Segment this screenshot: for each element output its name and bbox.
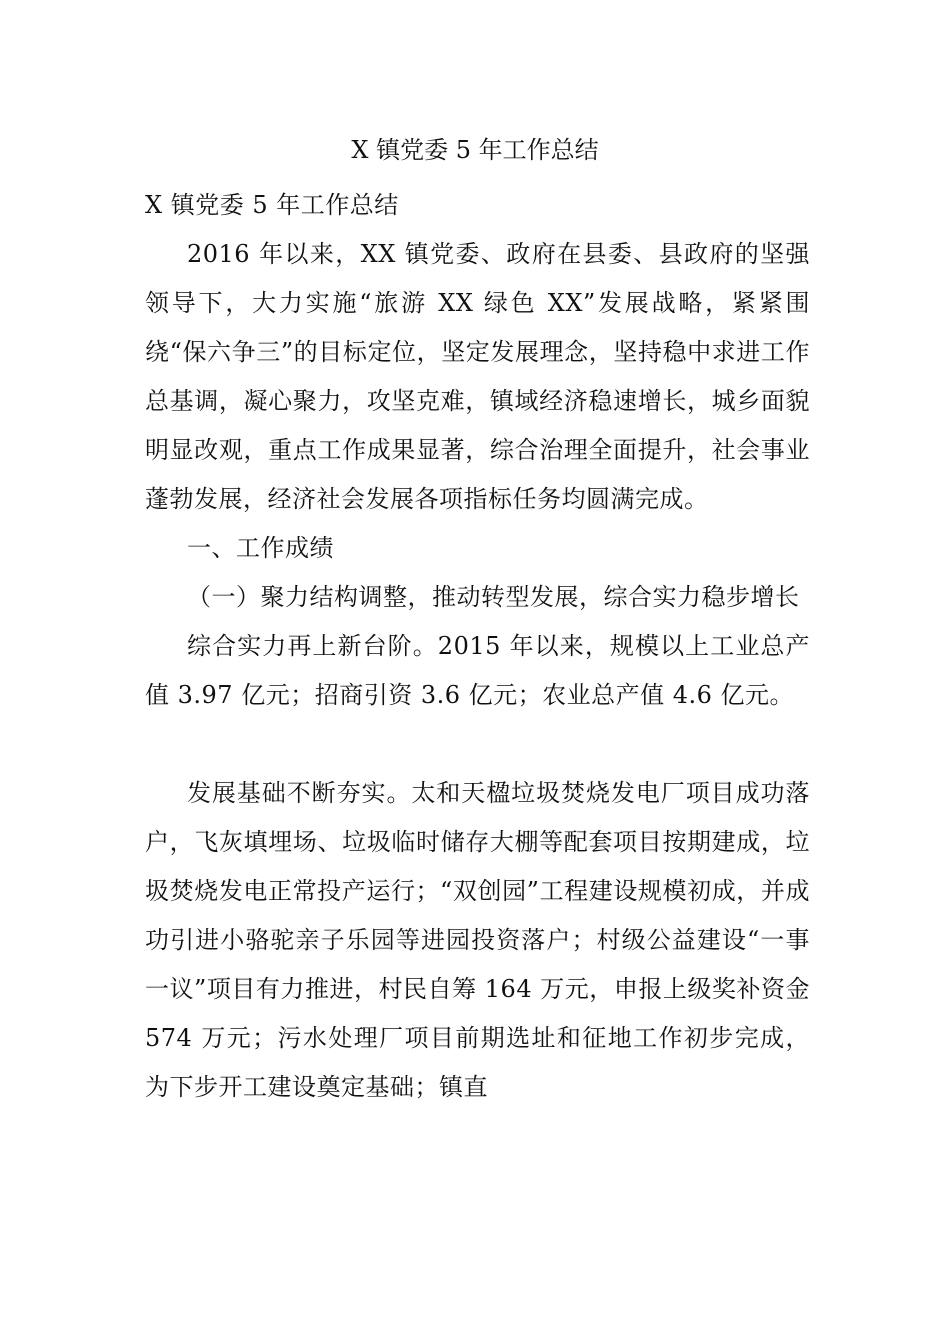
subsection-heading: （一）聚力结构调整，推动转型发展，综合实力稳步增长	[187, 583, 800, 611]
intro-paragraph: 2016 年以来，XX 镇党委、政府在县委、县政府的坚强领导下，大力实施“旅游 XX 绿色 XX”发展战略，紧紧围绕“保六争三”的目标定位，坚定发展理念，坚持稳中求进工作总基调，凝心聚力，攻坚克难，镇域经济稳速增长，城乡面貌明显改观，重点工作成果显著，综合治理全面提升，社会事业蓬勃发展，经济社会发展各项指标任务均圆满完成。	[145, 240, 810, 513]
paragraph-gap	[145, 720, 810, 769]
subtitle-paragraph: X 镇党委 5 年工作总结	[145, 191, 399, 219]
document-body	[145, 181, 810, 1112]
section-heading: 一、工作成绩	[187, 534, 334, 562]
strength-paragraph: 综合实力再上新台阶。2015 年以来，规模以上工业总产值 3.97 亿元；招商引资 3.6 亿元；农业总产值 4.6 亿元。	[145, 632, 810, 709]
document-title: X 镇党委 5 年工作总结	[351, 136, 599, 164]
foundation-paragraph: 发展基础不断夯实。太和天楹垃圾焚烧发电厂项目成功落户，飞灰填埋场、垃圾临时储存大棚等配套项目按期建成，垃圾焚烧发电正常投产运行；“双创园”工程建设规模初成，并成功引进小骆驼亲子乐园等进园投资落户；村级公益建设“一事一议”项目有力推进，村民自筹 164 万元，申报上级奖补资金 574 万元；污水处理厂项目前期选址和征地工作初步完成，为下步开工建设奠定基础；镇直	[145, 779, 810, 1101]
